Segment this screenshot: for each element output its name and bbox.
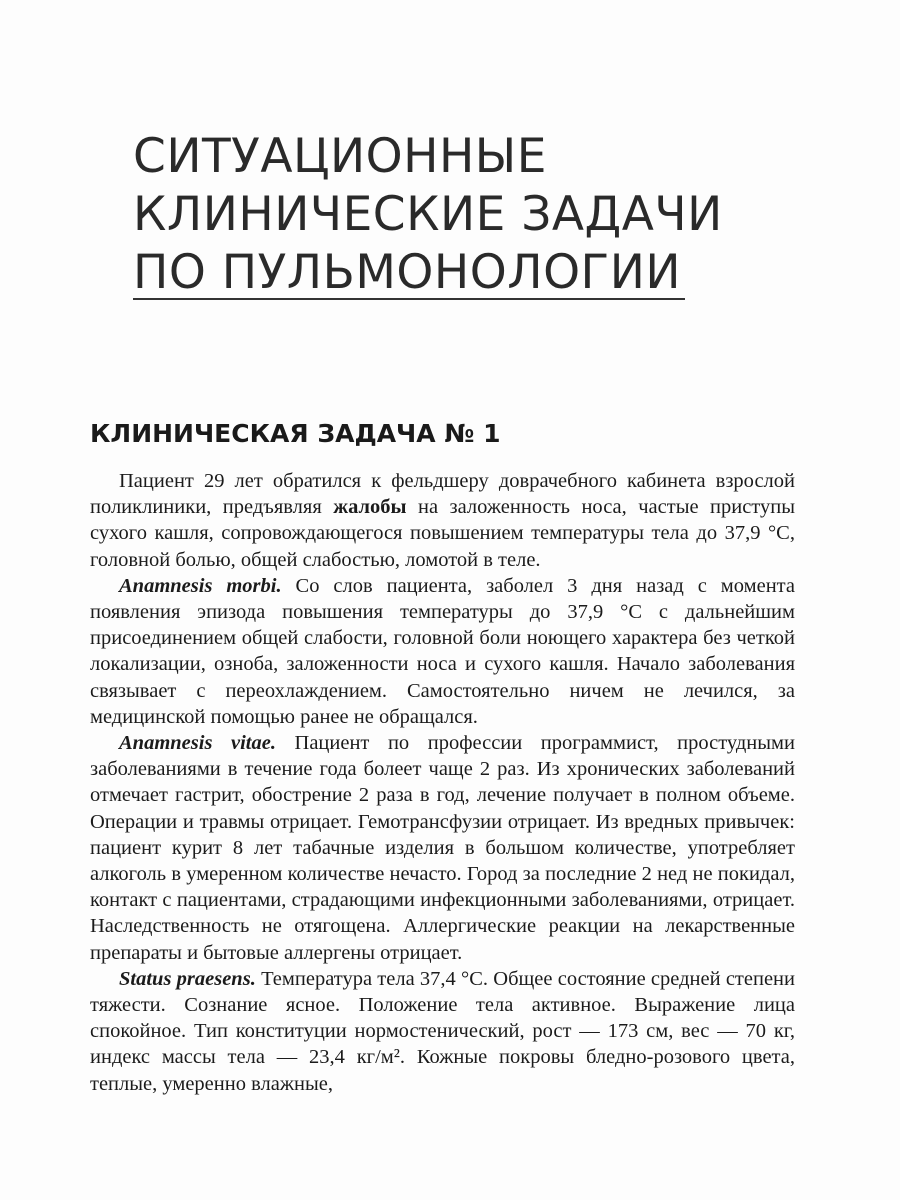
complaints-keyword: жалобы xyxy=(333,496,407,519)
complaints-text-before: Пациент 29 лет обратился к фельдшеру доврачебного кабинета взрослой поликлиники, предъявляя xyxy=(90,470,795,519)
title-underline-rule xyxy=(133,298,685,300)
complaints-paragraph xyxy=(90,468,795,573)
anamnesis-morbi-paragraph xyxy=(90,573,795,730)
chapter-title-line-1: СИТУАЦИОННЫЕ xyxy=(133,129,547,184)
anamnesis-vitae-lead: Anamnesis vitae. xyxy=(119,732,276,755)
chapter-title-line-2: КЛИНИЧЕСКИЕ ЗАДАЧИ xyxy=(133,187,723,242)
anamnesis-morbi-text: Со слов пациента, заболел 3 дня назад с момента появления эпизода повышения температуры до 37,9 °С с дальнейшим присоединением общей слабости, головной боли ноющего характера без четкой локализации, озноба, заложенности носа и сухого кашля. Начало заболевания связывает с переохлаждением. Самостоятельно ничем не лечился, за медицинской помощью ранее не обращался. xyxy=(90,574,795,728)
task-body xyxy=(90,468,795,1097)
chapter-title-line-3: ПО ПУЛЬМОНОЛОГИИ xyxy=(133,245,682,300)
anamnesis-vitae-text: Пациент по профессии программист, простудными заболеваниями в течение года болеет чаще 2 раз. Из хронических заболеваний отмечает гастрит, обострение 2 раза в год, лечение получает в полном объеме. Операции и травмы отрицает. Гемотрансфузии отрицает. Из вредных привычек: пациент курит 8 лет табачные изделия в большом количестве, употребляет алкоголь в умеренном количестве нечасто. Город за последние 2 нед не покидал, контакт с пациентами, страдающими инфекционными заболеваниями, отрицает. Наследственность не отягощена. Аллергические реакции на лекарственные препараты и бытовые аллергены отрицает. xyxy=(90,732,795,964)
complaints-text-after: на заложенность носа, частые приступы сухого кашля, сопровождающегося повышением температуры тела до 37,9 °С, головной болью, общей слабостью, ломотой в теле. xyxy=(90,496,795,571)
anamnesis-vitae-paragraph xyxy=(90,730,795,966)
status-praesens-text: Температура тела 37,4 °С. Общее состояние средней степени тяжести. Сознание ясное. Положение тела активное. Выражение лица спокойное. Тип конституции нормостенический, рост — 173 см, вес — 70 кг, индекс массы тела — 23,4 кг/м². Кожные покровы бледно-розового цвета, теплые, умеренно влажные, xyxy=(90,967,795,1095)
status-praesens-lead: Status praesens. xyxy=(119,967,256,990)
anamnesis-morbi-lead: Anamnesis morbi. xyxy=(119,574,282,597)
task-heading: КЛИНИЧЕСКАЯ ЗАДАЧА № 1 xyxy=(90,419,501,448)
status-praesens-paragraph xyxy=(90,966,795,1097)
chapter-title xyxy=(133,128,733,302)
